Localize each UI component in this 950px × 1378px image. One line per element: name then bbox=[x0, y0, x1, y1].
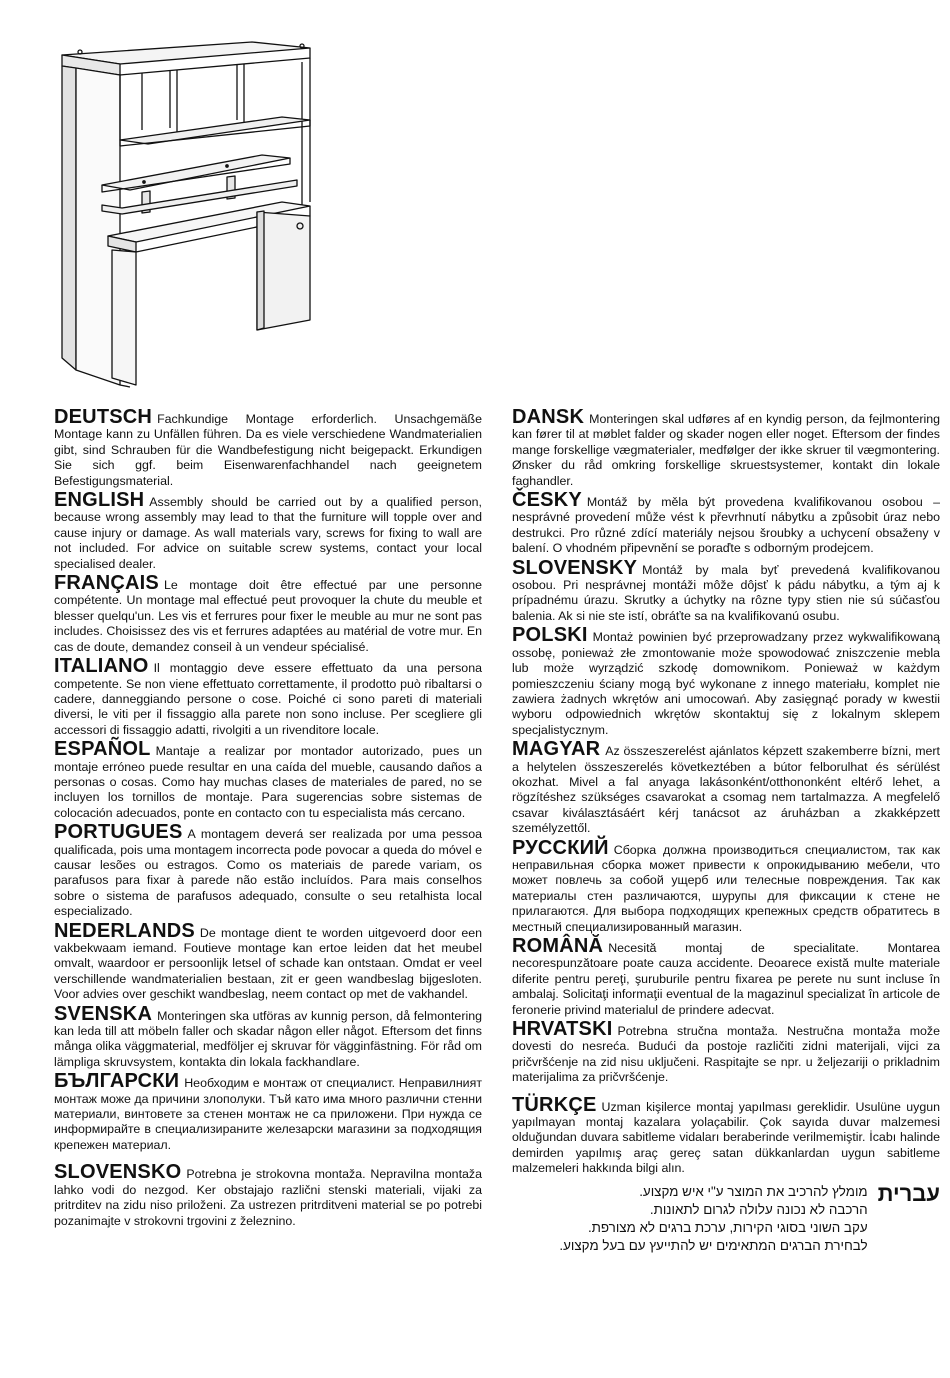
language-heading: DANSK bbox=[512, 406, 585, 428]
warning-text: Mantaje a realizar por montador autorizado, pues un montaje erróneo puede resultar en una caída del mueble, causando daños a personas o cosas. Como hay muchas clases de materiales de pared, no se incluyen los tornillos de montaje. Para sugerencias sobre sistemas de colocación adecuados, ponte en contacto con tu especialista más cercano. bbox=[54, 744, 482, 820]
warning-text: Fachkundige Montage erforderlich. Unsachgemäße Montage kann zu Unfällen führen. Da es viele verschiedene Wandmaterialien gibt, sind Schrauben für die Wandbefestigung nicht beigepackt. Erkundigen Sie sich ggf. beim Eisenwarenfachhandel nach geeignetem Befestigungsmaterial. bbox=[54, 412, 482, 488]
warning-bulgarian bbox=[54, 1070, 482, 1153]
warning-text: Assembly should be carried out by a qualified person, because wrong assembly may lead to that the furniture will topple over and cause injury or damage. As wall materials vary, screws for fixing to wall are not included. For advice on suitable screw systems, contact your local specialised dealer. bbox=[54, 495, 482, 571]
warning-text: Monteringen ska utföras av kunnig person, då felmontering kan leda till att möbeln faller och skadar någon eller något. Eftersom det finns många olika väggmaterial, medföljer ej skruvar för vägginfästning. För råd om lämpliga skruvsystem, kontakta din lokala fackhandlare. bbox=[54, 1008, 482, 1069]
language-heading: HRVATSKI bbox=[512, 1018, 613, 1041]
warning-text: Montaż powinien być przeprowadzany przez wykwalifikowaną ossobę, ponieważ złe zmontowanie może spowodować zniszczenie mebla lub może wyrządzić szkodę domownikom. Ponieważ w każdym pomieszczeniu ściany mogą być wykonane z innego materiału, komplet nie zawiera żadnych wkrętów ani umocowań. Aby zasięgnąć porady w kwestii wyboru odpowiednich wkrętów skontaktuj się z lokalnym sklepem specjalistycznym. bbox=[512, 630, 940, 737]
warning-slovensko bbox=[54, 1161, 482, 1229]
warning-text: Montáž by mala byť prevedená kvalifikovanou osobou. Pri nesprávnej montáži môže dôjsť k pádu nábytku, a tým aj k prípadnému úrazu. Skrutky a úchytky na rôzne typy stien nie sú súčasťou balenia. Ak si nie ste istí, obráťte sa na kvalifikovanú osubu. bbox=[512, 562, 940, 623]
language-heading: ENGLISH bbox=[54, 489, 145, 512]
warning-dansk bbox=[512, 406, 940, 489]
warning-text: A montagem deverá ser realizada por uma pessoa qualificada, pois uma montagem incorrecta pode povocar a queda do móvel e causar lesões ou estragos. Como os materiais de parede variam, os parafusos para fixar à parede não estão incluídos. Para mais conselhos sobre o sistema de parafusos adequado, consulte o seu retalhista local especializado. bbox=[54, 827, 482, 919]
warning-italiano bbox=[54, 655, 482, 738]
right-column bbox=[512, 406, 940, 1255]
warning-text: Le montage doit être effectué par une personne compétente. Un montage mal effectué peut provoquer la chute du meuble et blesser quelqu'un. Les vis et ferrures pour fixer le meuble au mur ne sont pas includes. Choisissez des vis et ferrures adaptées au matérial de votre mur. En cas de doute, demandez conseil à un vendeur spécialisé. bbox=[54, 578, 482, 654]
language-heading: MAGYAR bbox=[512, 738, 601, 761]
warning-text: Necesită montaj de specialitate. Montarea necorespunzătoare poate cauza accidente. Deoarece există multe materiale diferite pentru pereţi, şuruburile pentru fixarea pe perete nu sunt incluse în ambalaj. Solicitaţi informaţii eventual de la magazinul specializat în articole de feronerie privind materialul de prindere adecvat. bbox=[512, 941, 940, 1017]
language-heading: FRANÇAIS bbox=[54, 572, 159, 595]
warning-deutsch bbox=[54, 406, 482, 489]
language-heading: ESPAÑOL bbox=[54, 738, 151, 761]
warning-magyar bbox=[512, 738, 940, 836]
warning-text: Сборка должна производиться специалистом, так как неправильная сборка может привести к опрокидыванию мебели, что может повлечь за собой ущерб или телесные повреждения. Так как материалы стен различаются, шурупы для фиксации к стене не прилагаются. Для выбора подходящих крепежных средств обратитесь в местный специализированный магазин. bbox=[512, 842, 940, 934]
left-column bbox=[54, 406, 482, 1233]
warning-espanol bbox=[54, 738, 482, 821]
language-heading: ČESKY bbox=[512, 489, 582, 512]
hebrew-line: לבחירת הברגים המתאימים יש להתייעץ עם בעל מקצוע. bbox=[559, 1237, 868, 1253]
language-heading: РУССКИЙ bbox=[512, 836, 609, 859]
hebrew-line: הרכבה לא נכונה עלולה לגרום לתאונות. bbox=[649, 1201, 868, 1217]
warning-hebrew bbox=[512, 1180, 940, 1255]
language-heading: БЪЛГАРСКИ bbox=[54, 1070, 180, 1093]
language-heading: NEDERLANDS bbox=[54, 919, 195, 942]
warning-text: Az összeszerelést ajánlatos képzett szakemberre bízni, mert a helytelen összeszerelés következtében a bútor felborulhat és sérülést okozhat. Mivel a fal anyaga lakásonként/otthononként eltérő lehet, a rögzítéshez szükséges csavarokat a csomag nem tartalmazza. A megfelelő csavar kiválasztásáért kérj tanácsot az áruházban a zkakképzett személyzettől. bbox=[512, 744, 940, 836]
warning-russian bbox=[512, 836, 940, 935]
warning-text: Il montaggio deve essere effettuato da una persona competente. Se non viene effettuato correttamente, il prodotto può ribaltarsi o cadere, danneggiando persone o cose. Poiché ci sono pareti di materiali diversi, le viti per il fissaggio alla parete non sono incluse. Per scegliere gli accessori di fissaggio adatti, rivolgiti a un rivenditore locale. bbox=[54, 661, 482, 737]
warning-english bbox=[54, 489, 482, 572]
warning-turkce bbox=[512, 1093, 940, 1177]
language-heading: SLOVENSKY bbox=[512, 556, 638, 579]
warning-text: Montáž by měla být provedena kvalifikovanou osobou – nesprávné provedení může vést k převrhnutí nábytku a způsobit úraz nebo destrukci. Pro různé zdící materiály nejsou šroubky a uchycení obsaženy v balení. O vhodném připevnění se poraďte s odborným prodejcem. bbox=[512, 495, 940, 556]
language-heading: SLOVENSKO bbox=[54, 1161, 182, 1184]
warning-portugues bbox=[54, 821, 482, 919]
warning-svenska bbox=[54, 1002, 482, 1071]
language-heading: DEUTSCH bbox=[54, 406, 153, 428]
warning-nederlands bbox=[54, 919, 482, 1003]
hebrew-line: עקב השוני בסוגי הקירות, ערכת ברגים לא מצורפת. bbox=[587, 1219, 868, 1235]
warning-polski bbox=[512, 624, 940, 738]
warning-romana bbox=[512, 935, 940, 1018]
warning-hrvatski bbox=[512, 1018, 940, 1086]
warning-cesky bbox=[512, 489, 940, 557]
warning-text: Potrebna je strokovna montaža. Nepravilna montaža lahko vodi do nezgod. Ker obstajajo različni stenski materiali, vijaki za pritrditev na zidu niso priloženi. Za ustrezen pritrditveni material se po potrebi pozanimajte v strokovni trgovini z železnino. bbox=[54, 1167, 482, 1228]
warning-text: Необходим е монтаж от специалист. Неправилният монтаж може да причини злополуки. Тъй като има много различни стенни материали, винтовете за стенен монтаж не са приложени. При нужда се информирайте в специализираните железарски магазини за подходящия крепежен материал. bbox=[54, 1076, 482, 1152]
language-heading: TÜRKÇE bbox=[512, 1093, 597, 1116]
warning-francais bbox=[54, 572, 482, 655]
language-heading: PORTUGUES bbox=[54, 821, 183, 844]
language-heading: ROMÂNĂ bbox=[512, 935, 604, 957]
warning-text: Monteringen skal udføres af en kyndig person, da fejlmontering kan fører til at møblet falder og skader nogen eller noget. Eftersom der findes mange forskellige vægmaterialer, medfølger der ikke skruer til vægmontering. Ønsker du råd omkring forskellige skruestsystemer, kontakt din lokale faghandler. bbox=[512, 412, 940, 488]
desk-with-hutch-drawing-icon bbox=[52, 40, 322, 390]
hebrew-line: מומלץ להרכיב את המוצר ע"י איש מקצוע. bbox=[639, 1183, 868, 1199]
hebrew-text bbox=[559, 1183, 867, 1255]
language-heading: ITALIANO bbox=[54, 655, 149, 678]
warning-slovensky bbox=[512, 556, 940, 625]
warning-text: Uzman kişilerce montaj yapılması gereklidir. Usulüne uygun yapılmayan montaj kazalara yolaçabilir. Çok sayıda duvar malzemesi olduğundan duvara sabitleme vidaları beraberinde verilmemiştir. İcabı halinde demirden yapılmış araç gereç satan dükkanlardan uygun sabitleme malzemeleri hakkında bilgi alın. bbox=[512, 1099, 940, 1176]
language-heading: POLSKI bbox=[512, 624, 588, 647]
language-heading: עברית bbox=[877, 1180, 940, 1206]
warning-text: De montage dient te worden uitgevoerd door een vakbekwaam iemand. Foutieve montage kan ertoe leiden dat het meubel omvalt, waardoor er persoonlijk letsel of schade kan ontstaan. Omdat er veel verschillende wandmaterialien bestaan, zit er geen wandbeslag bijgesloten. Voor advies over geschikt wandbeslag, neem contact op met de vakhandel. bbox=[54, 925, 482, 1002]
warning-text: Potrebna stručna montaža. Nestručna montaža može dovesti do nesreća. Budući da postoje različiti zidni materijali, vijci za pričvršćenje na zid nisu uključeni. Raspitajte se npr. u željezariji o prikladnim materijalima za pričvršćenje. bbox=[512, 1024, 940, 1085]
language-heading: SVENSKA bbox=[54, 1002, 153, 1025]
